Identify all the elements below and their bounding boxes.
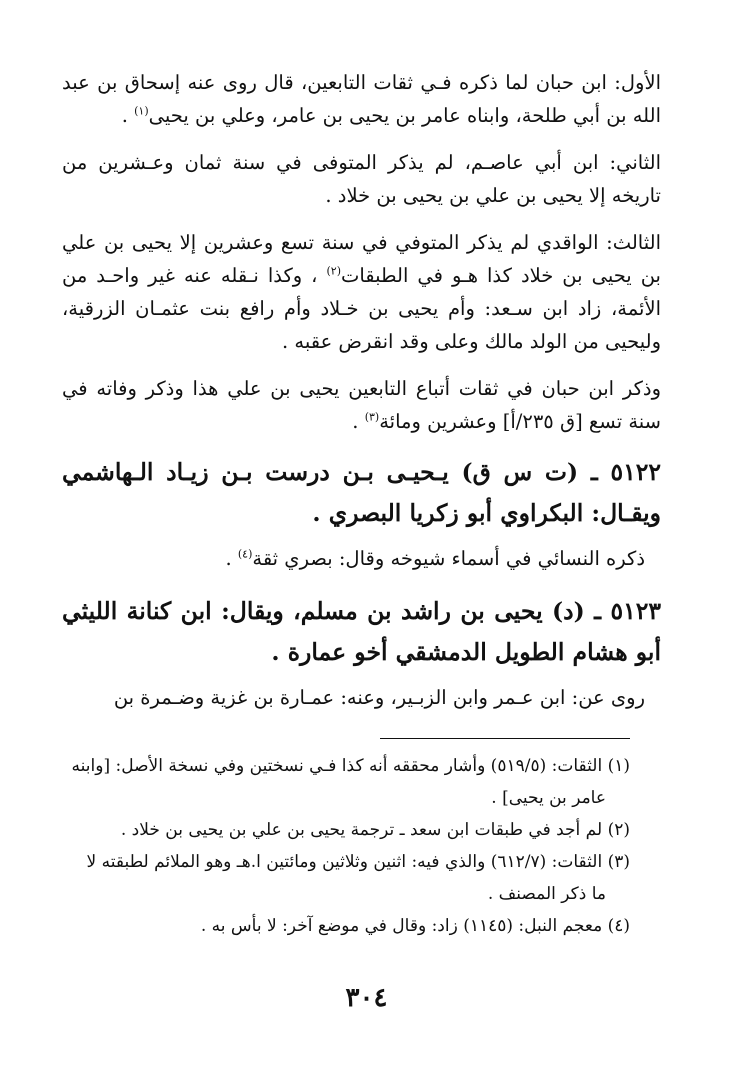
paragraph-first-source — [62, 66, 661, 132]
paragraph-text: الثاني: ابن أبي عاصـم، لم يذكر المتوفى في سنة ثمان وعـشرين من تاريخه إلا يحيى بن علي بن يحيى بن خلاد . — [62, 151, 661, 207]
paragraph-second-source — [62, 146, 661, 212]
footnote-3 — [62, 846, 630, 910]
page-number: ٣٠٤ — [345, 983, 388, 1013]
paragraph-third-source — [62, 226, 661, 358]
paragraph-ibn-hibban — [62, 372, 661, 438]
footnote-continuation: عامر بن يحيى] . — [491, 788, 606, 808]
footnote-text: (١) الثقات: (٥١٩/٥) وأشار محققه أنه كذا فـي نسختين وفي نسخة الأصل: [وابنه — [71, 756, 630, 776]
entry-heading-5122: ٥١٢٢ ـ (ت س ق) يـحيـى بـن درست بـن زيـاد الـهاشمي ويقـال: البكراوي أبو زكريا البصري . — [62, 458, 661, 527]
footnote-4 — [62, 910, 630, 942]
entry-heading-5123: ٥١٢٣ ـ (د) يحيى بن راشد بن مسلم، ويقال: ابن كنانة الليثي أبو هشام الطويل الدمشقي أخو عمارة . — [62, 597, 661, 666]
footnote-text: (٣) الثقات: (٦١٢/٧) والذي فيه: اثنين وثلاثين ومائتين ا.هـ وهو الملائم لطبقته لا — [86, 852, 630, 872]
paragraph-text: الثالث: الواقدي لم يذكر المتوفي في سنة تسع وعشرين إلا يحيى بن علي بن يحيى بن خلاد كذا هـو في الطبقات — [62, 231, 661, 287]
footnote-divider — [380, 738, 630, 739]
entry-body-5123 — [62, 681, 661, 714]
footnote-continuation: ما ذكر المصنف . — [487, 884, 606, 904]
paragraph-text: وذكر ابن حبان في ثقات أتباع التابعين يحيى بن علي هذا وذكر وفاته في سنة تسع [ق ٢٣٥/أ] وعشرين ومائة — [62, 377, 661, 433]
entry-text: ذكره النسائي في أسماء شيوخه وقال: بصري ثقة — [252, 547, 645, 570]
paragraph-text: الأول: ابن حبان لما ذكره فـي ثقات التابعين، قال روى عنه إسحاق بن عبد الله بن أبي طلحة، وابناه عامر بن يحيى بن عامر، وعلي بن يحيى — [62, 71, 661, 127]
footnotes — [62, 750, 630, 942]
entry-tail: . — [225, 547, 238, 570]
paragraph-tail: . — [352, 410, 365, 433]
paragraph-tail: . — [121, 104, 135, 127]
footnote-ref[interactable]: (٤) — [237, 547, 253, 561]
footnote-ref[interactable]: (٢) — [326, 264, 341, 278]
footnote-text: (٤) معجم النبل: (١١٤٥) زاد: وقال في موضع آخر: لا بأس به . — [200, 916, 630, 936]
footnote-1 — [62, 750, 630, 814]
footnote-2 — [62, 814, 630, 846]
entry-body-5122 — [62, 542, 661, 575]
paragraph-tail: ، وكذا نـقله عنه غير واحـد من الأئمة، زاد ابن سـعد: وأم يحيى بن خـلاد وأم رافع بنت عثمـان الزرقية، وليحيى من الولد مالك وعلى وقد انقرض عقبه . — [62, 264, 661, 353]
footnote-ref[interactable]: (٣) — [364, 410, 380, 424]
footnote-ref[interactable]: (١) — [134, 104, 149, 118]
footnote-text: (٢) لم أجد في طبقات ابن سعد ـ ترجمة يحيى بن علي بن يحيى بن خلاد . — [120, 820, 630, 840]
entry-text: روى عن: ابن عـمر وابن الزبـير، وعنه: عمـارة بن غزية وضـمرة بن — [113, 686, 645, 709]
